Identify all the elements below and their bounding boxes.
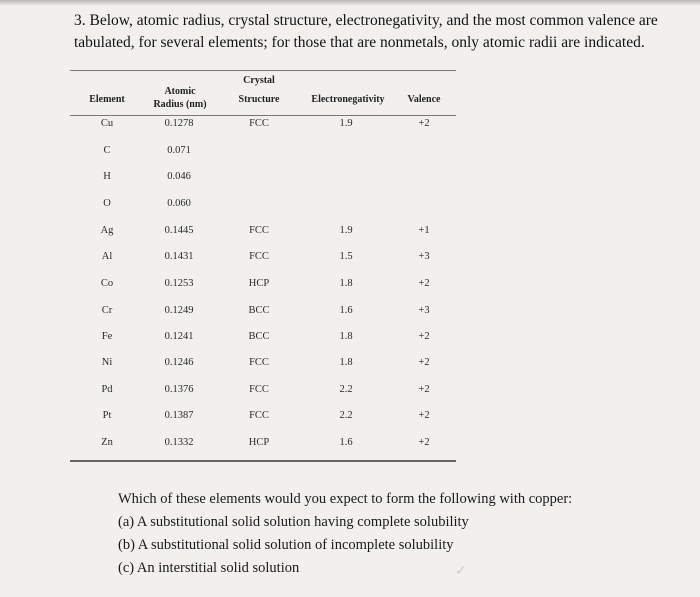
cell-valence: +1 <box>418 225 430 236</box>
prompt-part-b: (b) A substitutional solid solution of incomplete solubility <box>118 537 454 553</box>
cell-radius: 0.1246 <box>164 357 194 368</box>
cell-radius: 0.046 <box>167 171 191 182</box>
cell-element: Ag <box>100 225 114 236</box>
table-row <box>70 278 456 304</box>
cell-element: Zn <box>101 437 113 448</box>
cell-element: Cu <box>100 118 114 129</box>
header-element: Element <box>89 94 125 105</box>
table-row <box>70 331 456 357</box>
cell-structure: BCC <box>248 305 270 316</box>
cell-element: H <box>103 171 111 182</box>
cell-electronegativity: 1.8 <box>339 331 353 342</box>
cell-radius: 0.1253 <box>164 278 194 289</box>
cell-element: O <box>103 198 111 209</box>
header-crystal-structure <box>228 74 290 106</box>
cell-structure: FCC <box>249 118 269 129</box>
table-row <box>70 171 456 197</box>
cell-radius: 0.1431 <box>164 251 194 262</box>
cell-radius: 0.1332 <box>164 437 194 448</box>
cell-structure: HCP <box>248 278 270 289</box>
cell-structure: BCC <box>248 331 270 342</box>
cell-element: Co <box>100 278 114 289</box>
cell-valence: +2 <box>418 278 430 289</box>
cell-valence: +2 <box>418 331 430 342</box>
cell-electronegativity: 2.2 <box>339 410 353 421</box>
table-row <box>70 357 456 383</box>
cell-valence: +3 <box>418 251 430 262</box>
cell-valence: +2 <box>418 437 430 448</box>
cell-electronegativity: 2.2 <box>339 384 353 395</box>
prompt-part-c: (c) An interstitial solid solution <box>118 560 300 576</box>
cell-element: C <box>103 145 111 156</box>
cell-element: Pd <box>101 384 113 395</box>
table-row <box>70 225 456 251</box>
cell-structure: FCC <box>249 384 269 395</box>
cell-structure: FCC <box>249 251 269 262</box>
cell-electronegativity: 1.9 <box>339 225 353 236</box>
cell-element: Ni <box>101 357 113 368</box>
cell-element: Fe <box>101 331 113 342</box>
cell-radius: 0.060 <box>167 198 191 209</box>
cell-valence: +2 <box>418 384 430 395</box>
cell-radius: 0.1241 <box>164 331 194 342</box>
cell-element: Pt <box>102 410 112 421</box>
header-valence: Valence <box>407 94 441 105</box>
cell-radius: 0.1278 <box>164 118 194 129</box>
table-bottom-rule <box>70 460 456 462</box>
cell-structure: FCC <box>249 410 269 421</box>
cell-valence: +2 <box>418 118 430 129</box>
cell-valence: +2 <box>418 357 430 368</box>
cell-valence: +3 <box>418 305 430 316</box>
prompt-intro: Which of these elements would you expect to form the following with copper: <box>118 491 573 507</box>
table-row <box>70 410 456 436</box>
cell-radius: 0.071 <box>167 145 191 156</box>
table-row <box>70 305 456 331</box>
cell-electronegativity: 1.6 <box>339 305 353 316</box>
cell-electronegativity: 1.8 <box>339 357 353 368</box>
cell-electronegativity: 1.6 <box>339 437 353 448</box>
table-header-rule <box>70 115 456 116</box>
cell-structure: FCC <box>249 357 269 368</box>
table-row <box>70 118 456 144</box>
cell-structure: HCP <box>248 437 270 448</box>
cell-structure: FCC <box>249 225 269 236</box>
cell-electronegativity: 1.9 <box>339 118 353 129</box>
cell-radius: 0.1376 <box>164 384 194 395</box>
faint-check-icon: ✓ <box>455 564 467 579</box>
table-top-rule <box>70 70 456 71</box>
header-atomic-radius <box>144 85 216 111</box>
table-row <box>70 251 456 277</box>
header-radius-line1: Atomic <box>164 86 196 97</box>
cell-element: Al <box>101 251 113 262</box>
table-row <box>70 145 456 171</box>
header-radius-line2: Radius (nm) <box>153 99 207 110</box>
cell-electronegativity: 1.5 <box>339 251 353 262</box>
header-structure-line1: Crystal <box>243 75 275 86</box>
cell-element: Cr <box>101 305 113 316</box>
table-row <box>70 198 456 224</box>
prompt-part-a: (a) A substitutional solid solution having complete solubility <box>118 514 469 530</box>
question-text: 3. Below, atomic radius, crystal structure, electronegativity, and the most common valence are tabulated, for several elements; for those that are nonmetals, only atomic radii are indicated. <box>74 12 658 51</box>
cell-valence: +2 <box>418 410 430 421</box>
cell-radius: 0.1249 <box>164 305 194 316</box>
table-row <box>70 384 456 410</box>
cell-radius: 0.1445 <box>164 225 194 236</box>
cell-electronegativity: 1.8 <box>339 278 353 289</box>
follow-up-prompt <box>118 488 678 580</box>
top-edge <box>0 0 700 5</box>
header-electronegativity: Electronegativity <box>311 94 385 105</box>
header-structure-line2: Structure <box>238 94 280 105</box>
cell-radius: 0.1387 <box>164 410 194 421</box>
